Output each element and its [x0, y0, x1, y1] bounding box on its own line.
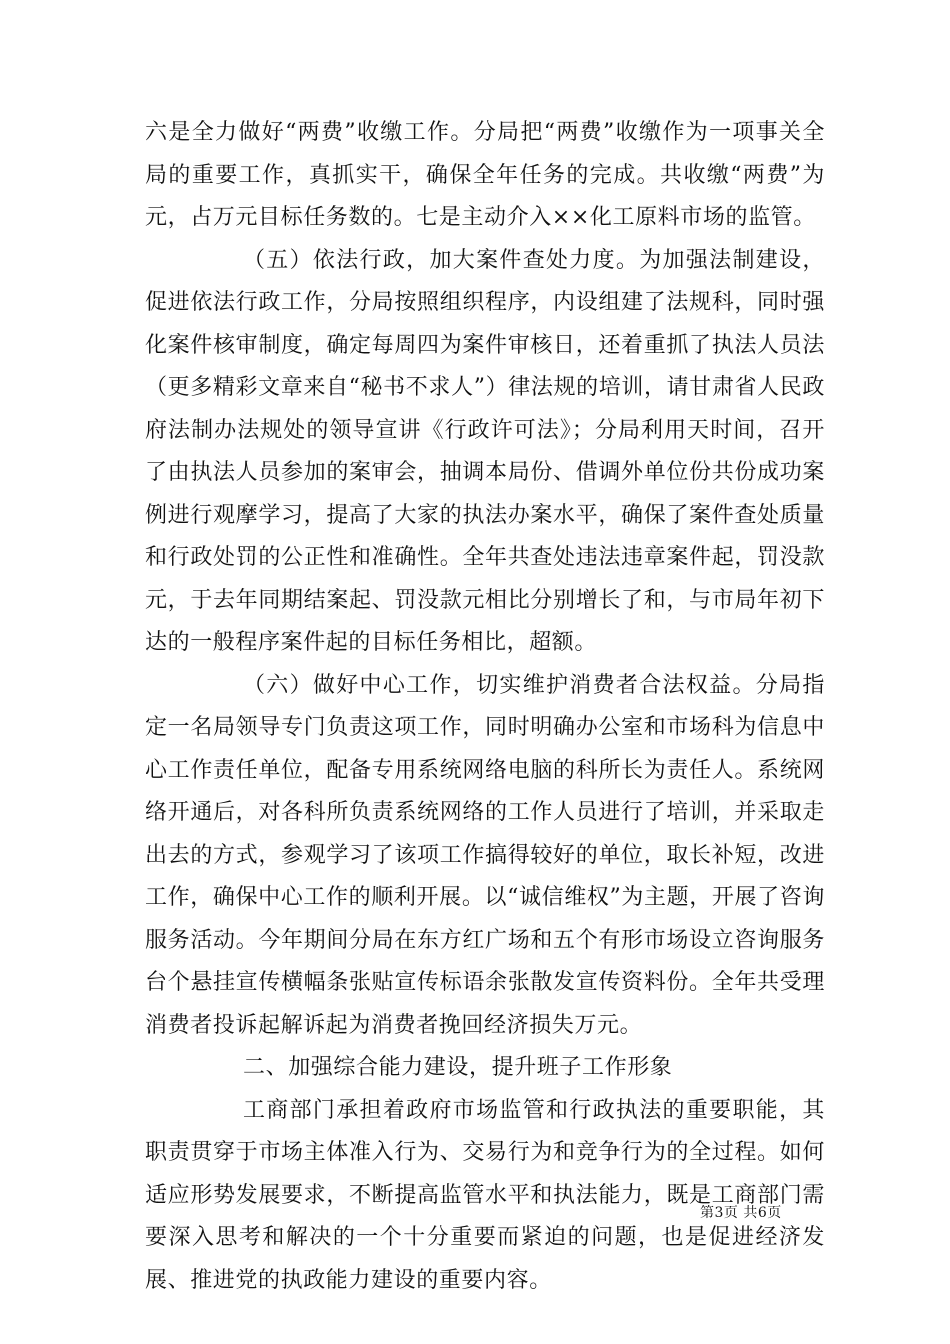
paragraph-section-five: （五）依法行政，加大案件查处力度。为加强法制建设，促进依法行政工作，分局按照组织程序，内设组建了法规科，同时强化案件核审制度，确定每周四为案件审核日，还着重抓了执法人员法（更多精彩文章来自“秘书不求人”）律法规的培训，请甘肃省人民政府法制办法规处的领导宣讲《行政许可法》；分局利用天时间，召开了由执法人员参加的案审会，抽调本局份、借调外单位份共份成功案例进行观摩学习，提高了大家的执法办案水平，确保了案件查处质量和行政处罚的公正性和准确性。全年共查处违法违章案件起，罚没款元，于去年同期结案起、罚没款元相比分别增长了和，与市局年初下达的一般程序案件起的目标任务相比，超额。	[145, 247, 825, 655]
paragraph-section-six: （六）做好中心工作，切实维护消费者合法权益。分局指定一名局领导专门负责这项工作，同时明确办公室和市场科为信息中心工作责任单位，配备专用系统网络电脑的科所长为责任人。系统网络开通后，对各科所负责系统网络的工作人员进行了培训，并采取走出去的方式，参观学习了该项工作搞得较好的单位，取长补短，改进工作，确保中心工作的顺利开展。以“诚信维权”为主题，开展了咨询服务活动。今年期间分局在东方红广场和五个有形市场设立咨询服务台个悬挂宣传横幅条张贴宣传标语余张散发宣传资料份。全年共受理消费者投诉起解诉起为消费者挽回经济损失万元。	[145, 672, 825, 1038]
footer-prefix: 第	[700, 1205, 715, 1221]
footer-total-pages: 6	[757, 1205, 768, 1221]
document-body	[145, 112, 825, 1302]
section-heading: 二、加强综合能力建设，提升班子工作形象	[243, 1055, 673, 1080]
paragraph-two-fees: 六是全力做好“两费”收缴工作。分局把“两费”收缴作为一项事关全局的重要工作，真抓实干，确保全年任务的完成。共收缴“两费”为元，占万元目标任务数的。七是主动介入××化工原料市场的监管。	[145, 120, 825, 230]
page-footer	[700, 1202, 782, 1222]
footer-current-page: 3	[714, 1205, 724, 1221]
paragraph-closing: 工商部门承担着政府市场监管和行政执法的重要职能，其职责贯穿于市场主体准入行为、交易行为和竞争行为的全过程。如何适应形势发展要求，不断提高监管水平和执法能力，既是工商部门需要深入思考和解决的一个十分重要而紧迫的问题，也是促进经济发展、推进党的执政能力建设的重要内容。	[145, 1097, 825, 1293]
footer-middle: 页 共	[723, 1205, 758, 1221]
footer-suffix: 页	[767, 1205, 782, 1221]
